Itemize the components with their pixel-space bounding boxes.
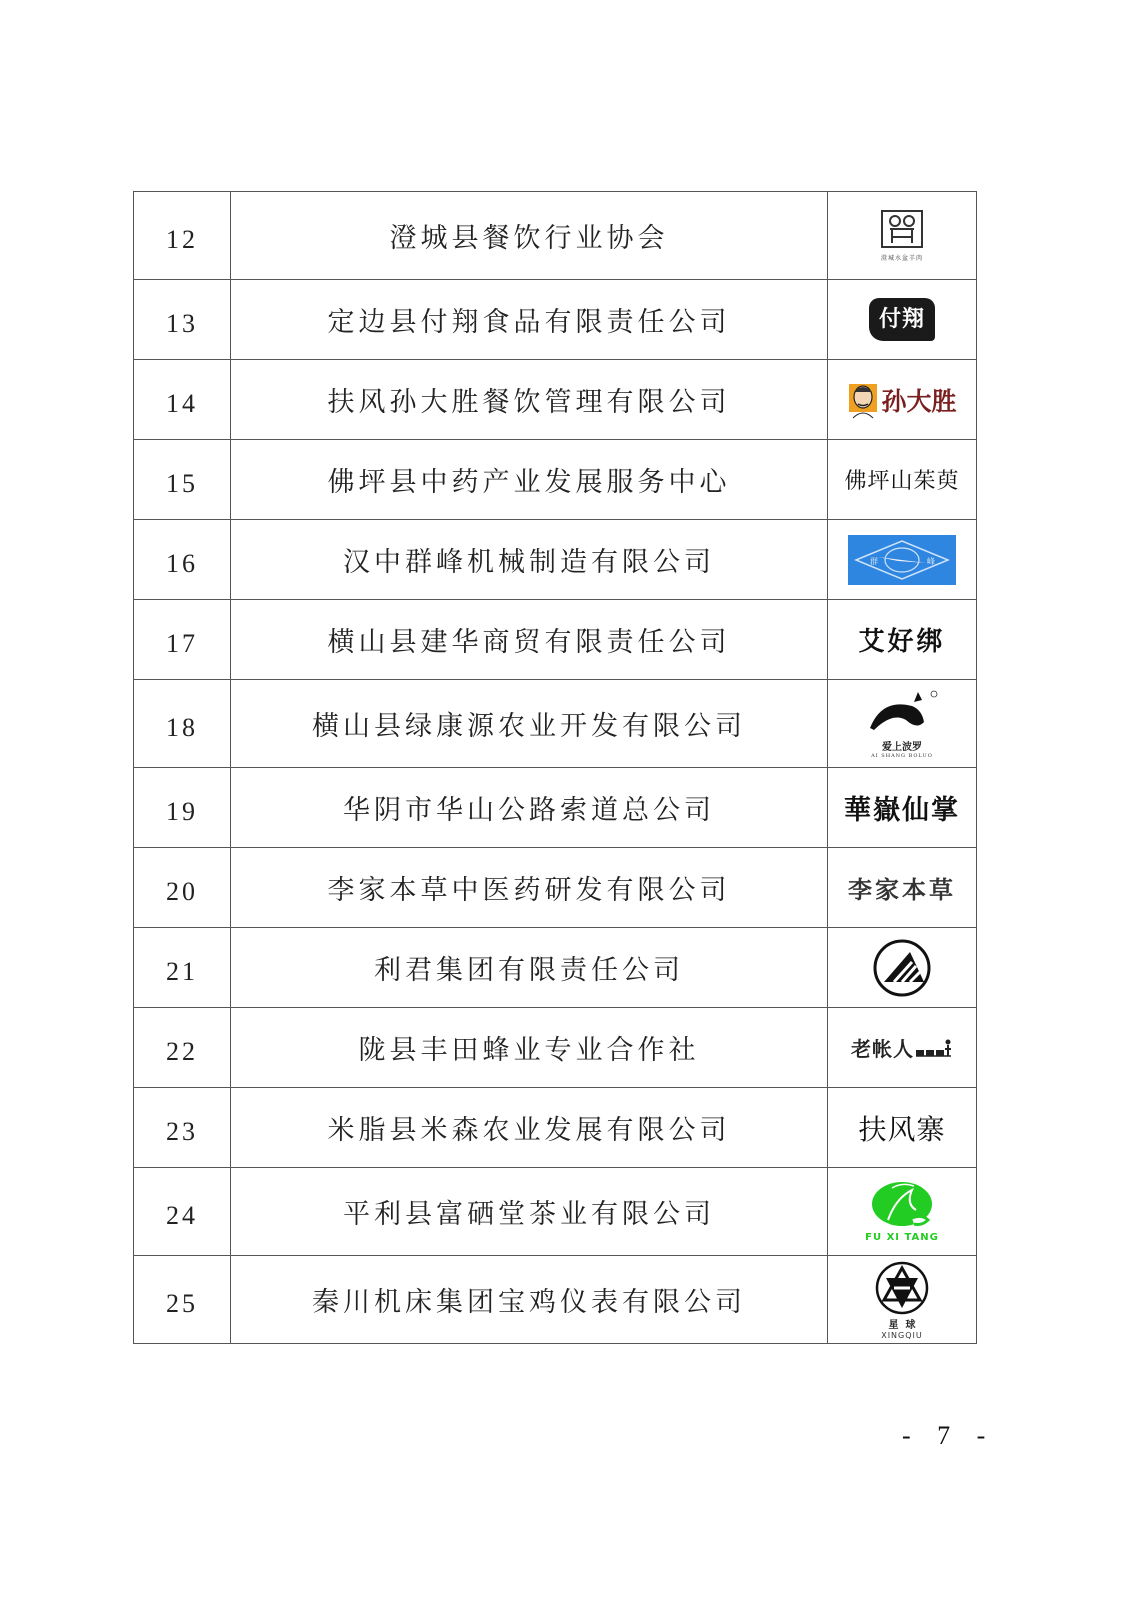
table-row [134,520,977,600]
row-number: 15 [134,440,231,520]
row-number: 19 [134,768,231,848]
organization-name: 利君集团有限责任公司 [231,928,828,1008]
brand-text: 佛坪山茱萸 [844,469,960,494]
organization-name: 佛坪县中药产业发展服务中心 [231,440,828,520]
brand-text: 孙大胜 [881,386,957,416]
emblem-left-char: 群 [870,556,878,566]
logo-cell [828,1088,977,1168]
logo-cell [828,1256,977,1344]
logo-caption: FU XI TANG [865,1232,939,1243]
diamond-plane-emblem-icon [848,535,956,585]
organization-name: 扶风孙大胜餐饮管理有限公司 [231,360,828,440]
row-number: 13 [134,280,231,360]
brand-text: 老帐人 [851,1037,914,1061]
table-row [134,928,977,1008]
logo-caption: 澄城水盆羊肉 [880,255,923,262]
organization-name: 秦川机床集团宝鸡仪表有限公司 [231,1256,828,1344]
logo-cell [828,192,977,280]
page-number: - 7 - [902,1421,996,1450]
row-number: 16 [134,520,231,600]
table-row [134,1008,977,1088]
table-row [134,848,977,928]
organization-name: 李家本草中医药研发有限公司 [231,848,828,928]
brand-text: 扶风寨 [858,1112,946,1146]
row-number: 22 [134,1008,231,1088]
organization-name: 汉中群峰机械制造有限公司 [231,520,828,600]
table-row [134,280,977,360]
table-row [134,680,977,768]
logo-caption: AI SHANG BOLUO [871,753,933,759]
logo-cell [828,1168,977,1256]
brand-badge: 付翔 [869,298,935,341]
brand-text: 爱上波罗 [882,742,922,753]
brand-text: 星 球 [888,1319,916,1331]
table-row [134,768,977,848]
organization-name: 横山县绿康源农业开发有限公司 [231,680,828,768]
emblem-right-char: 峰 [927,556,935,566]
logo-cell [828,520,977,600]
logo-cell [828,768,977,848]
beehive-figure-icon [915,1038,953,1058]
table-row [134,360,977,440]
row-number: 23 [134,1088,231,1168]
row-number: 20 [134,848,231,928]
brand-calligraphy: 華嶽仙掌 [844,795,960,826]
circle-star-triangle-icon [874,1260,930,1316]
table-row [134,1256,977,1344]
stylized-square-seal-icon [880,209,924,249]
organization-name: 米脂县米森农业发展有限公司 [231,1088,828,1168]
green-dragon-cloud-icon [866,1180,938,1232]
logo-cell [828,680,977,768]
logo-cell [828,600,977,680]
row-number: 17 [134,600,231,680]
brand-calligraphy: 艾好绑 [858,627,946,657]
logo-cell [828,440,977,520]
ink-horse-rider-icon [862,688,942,738]
row-number: 24 [134,1168,231,1256]
logo-caption: XINGQIU [881,1330,923,1340]
brand-text: 李家本草 [848,876,956,904]
row-number: 18 [134,680,231,768]
circle-triangle-stripes-icon [872,938,932,998]
chef-portrait-icon [847,380,879,420]
table-row [134,600,977,680]
organization-name: 华阴市华山公路索道总公司 [231,768,828,848]
table-row [134,1168,977,1256]
logo-cell [828,1008,977,1088]
logo-cell [828,928,977,1008]
logo-cell [828,360,977,440]
organization-name: 平利县富硒堂茶业有限公司 [231,1168,828,1256]
logo-cell [828,280,977,360]
organization-name: 陇县丰田蜂业专业合作社 [231,1008,828,1088]
row-number: 21 [134,928,231,1008]
enterprise-list-table [133,191,977,1344]
table-row [134,192,977,280]
organization-name: 横山县建华商贸有限责任公司 [231,600,828,680]
row-number: 12 [134,192,231,280]
table-row [134,440,977,520]
row-number: 25 [134,1256,231,1344]
table-row [134,1088,977,1168]
organization-name: 定边县付翔食品有限责任公司 [231,280,828,360]
row-number: 14 [134,360,231,440]
logo-cell [828,848,977,928]
organization-name: 澄城县餐饮行业协会 [231,192,828,280]
